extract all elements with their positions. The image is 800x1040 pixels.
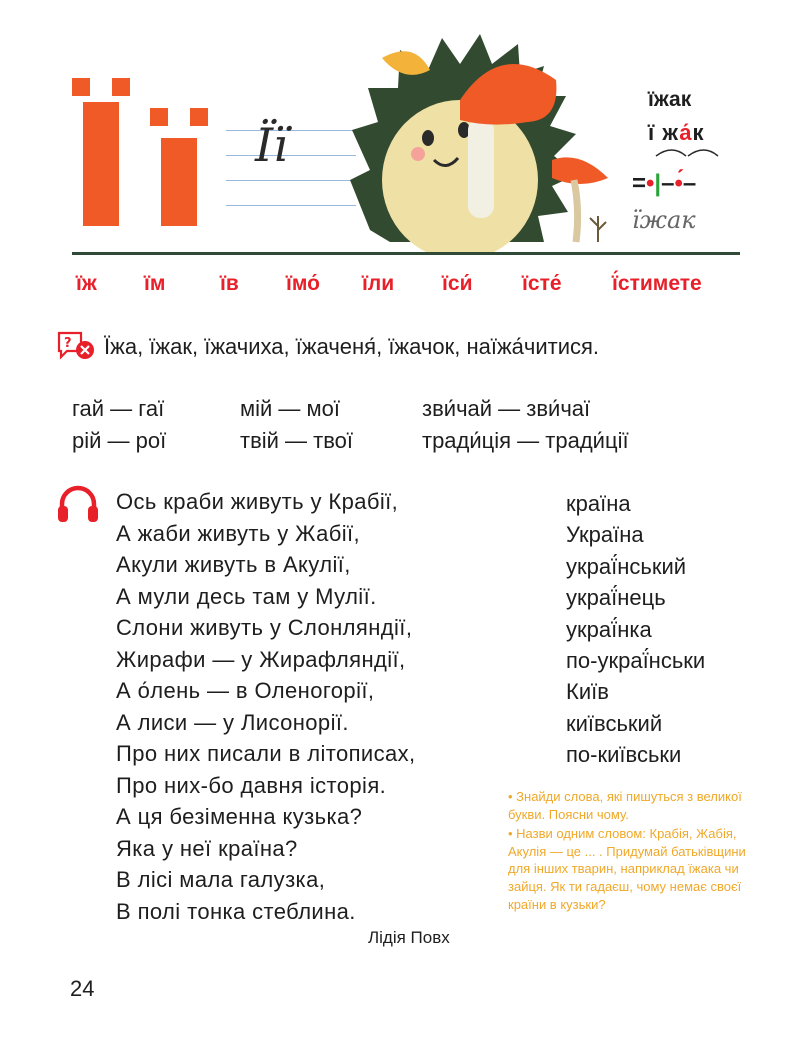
- headphones-icon: [56, 482, 100, 524]
- poem-line: А ця безіменна кузька?: [116, 804, 363, 829]
- poem-line: Слони живуть у Слонляндії,: [116, 615, 413, 640]
- task-box: [508, 788, 758, 915]
- syllable: їси́: [442, 272, 473, 295]
- speech-question-icon: [56, 330, 96, 362]
- sound-schema: =•|–•́–: [632, 170, 697, 197]
- syllable: їж: [76, 272, 97, 295]
- word-list-item: украї́нець: [566, 585, 666, 611]
- word-list-item: по-київськи: [566, 742, 682, 768]
- poem-line: А жаби живуть у Жабії,: [116, 520, 361, 546]
- poem-line: А мули десь там у Мулії.: [116, 583, 377, 609]
- svg-text:?: ?: [64, 336, 72, 351]
- poem-line: А о́лень — в Оленогорії,: [116, 678, 375, 703]
- hedgehog-illustration: [330, 30, 620, 252]
- poem-line: Яка у неї країна?: [116, 835, 298, 861]
- big-letter-lower: [150, 108, 208, 226]
- word-list: [566, 488, 705, 771]
- header-word-split: ї жа́к: [648, 120, 705, 145]
- pair: тради́ція — тради́ції: [422, 428, 629, 453]
- poem-line: А лиси — у Лисонорії.: [116, 709, 349, 735]
- task-item: • Назви одним словом: Крабія, Жабія, Акулія — це ... . Придумай батьківщини для інших тварин, наприклад їжака чи зайця. Як ти гадаєш, чому немає своєї країни в кузьки?: [508, 826, 746, 912]
- header-divider: [72, 252, 740, 255]
- poem-author: Лідія Повх: [368, 928, 450, 947]
- poem-line: В полі тонка стеблина.: [116, 898, 356, 924]
- poem-line: Про них-бо давня історія.: [116, 772, 387, 798]
- cursive-word: їжак: [632, 206, 696, 234]
- word-list-item: украї́нський: [566, 553, 687, 579]
- poem-line: В лісі мала галузка,: [116, 867, 326, 892]
- poem-line: Про них писали в літописах,: [116, 741, 416, 766]
- word-list-item: Україна: [566, 522, 644, 548]
- syllable: їв: [220, 272, 239, 295]
- syllable: їсте́: [522, 272, 562, 295]
- syllable: їмо́: [286, 272, 320, 295]
- header-word: їжак: [648, 88, 692, 111]
- pair: твій — твої: [240, 428, 354, 453]
- pair: гай — гаї: [72, 396, 165, 421]
- syllable: ї́стимете: [612, 272, 702, 295]
- word-list-item: київський: [566, 710, 663, 736]
- poem-line: Жирафи — у Жирафляндії,: [116, 646, 406, 672]
- pair: зви́чай — зви́чаї: [422, 396, 591, 421]
- page-number: 24: [70, 976, 95, 1001]
- big-letter-upper: [72, 78, 130, 226]
- word-list-item: країна: [566, 491, 631, 516]
- syllables-row: [72, 272, 752, 302]
- word-list-item: по-украї́нськи: [566, 648, 706, 674]
- pair: мій — мої: [240, 396, 340, 421]
- syllable: їм: [144, 272, 166, 295]
- word-list-item: Київ: [566, 679, 609, 705]
- examples-line: Їжа, їжак, їжачиха, їжаченя́, їжачок, наїжа́читися.: [104, 334, 600, 359]
- syllable: їли: [362, 272, 395, 295]
- task-item: • Знайди слова, які пишуться з великої букви. Поясни чому.: [508, 789, 742, 822]
- poem-line: Акули живуть в Акулії,: [116, 552, 351, 577]
- cursive-letters: Її: [255, 118, 288, 172]
- poem-line: Ось краби живуть у Крабії,: [116, 489, 399, 514]
- syllable-arc: [652, 146, 722, 160]
- word-list-item: украї́нка: [566, 616, 652, 642]
- pair: рій — рої: [72, 428, 167, 453]
- poem: [116, 486, 416, 927]
